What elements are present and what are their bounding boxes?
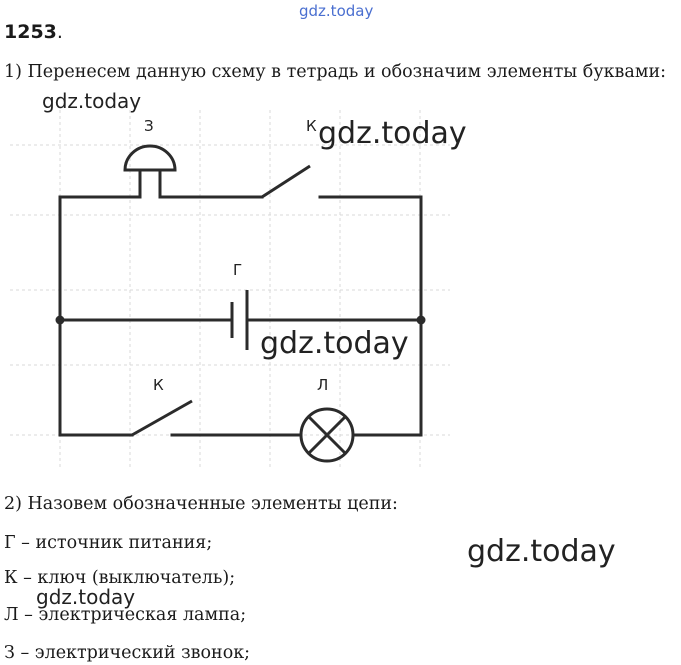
watermark-top: gdz.today bbox=[299, 2, 374, 20]
item-lamp: Л – электрическая лампа; bbox=[4, 605, 247, 625]
source-symbol bbox=[232, 290, 247, 350]
watermark-a: gdz.today bbox=[42, 89, 142, 113]
item-source: Г – источник питания; bbox=[4, 533, 213, 553]
node-left bbox=[56, 316, 65, 325]
circuit-wires bbox=[60, 197, 421, 435]
lamp-symbol bbox=[301, 409, 353, 461]
task-number: 1253. bbox=[4, 21, 63, 43]
switch-top-lever bbox=[262, 166, 310, 197]
label-source: Г bbox=[233, 261, 243, 279]
watermark-d: gdz.today bbox=[467, 534, 616, 569]
grid bbox=[10, 110, 450, 470]
label-lamp: Л bbox=[317, 376, 329, 394]
section2-heading: 2) Назовем обозначенные элементы цепи: bbox=[4, 494, 398, 514]
watermark-e: gdz.today bbox=[36, 585, 136, 609]
intro-text: 1) Перенесем данную схему в тетрадь и обозначим элементы буквами: bbox=[4, 62, 667, 82]
switch-bottom-lever bbox=[132, 401, 192, 435]
item-bell: З – электрический звонок; bbox=[4, 643, 251, 663]
bell-symbol bbox=[125, 146, 175, 197]
node-right bbox=[417, 316, 426, 325]
label-switch-top: К bbox=[306, 117, 317, 135]
label-bell: З bbox=[144, 117, 154, 135]
watermark-c: gdz.today bbox=[260, 326, 409, 361]
item-switch: К – ключ (выключатель); bbox=[4, 568, 236, 588]
label-switch-bottom: К bbox=[153, 376, 164, 394]
watermark-b: gdz.today bbox=[318, 116, 467, 151]
